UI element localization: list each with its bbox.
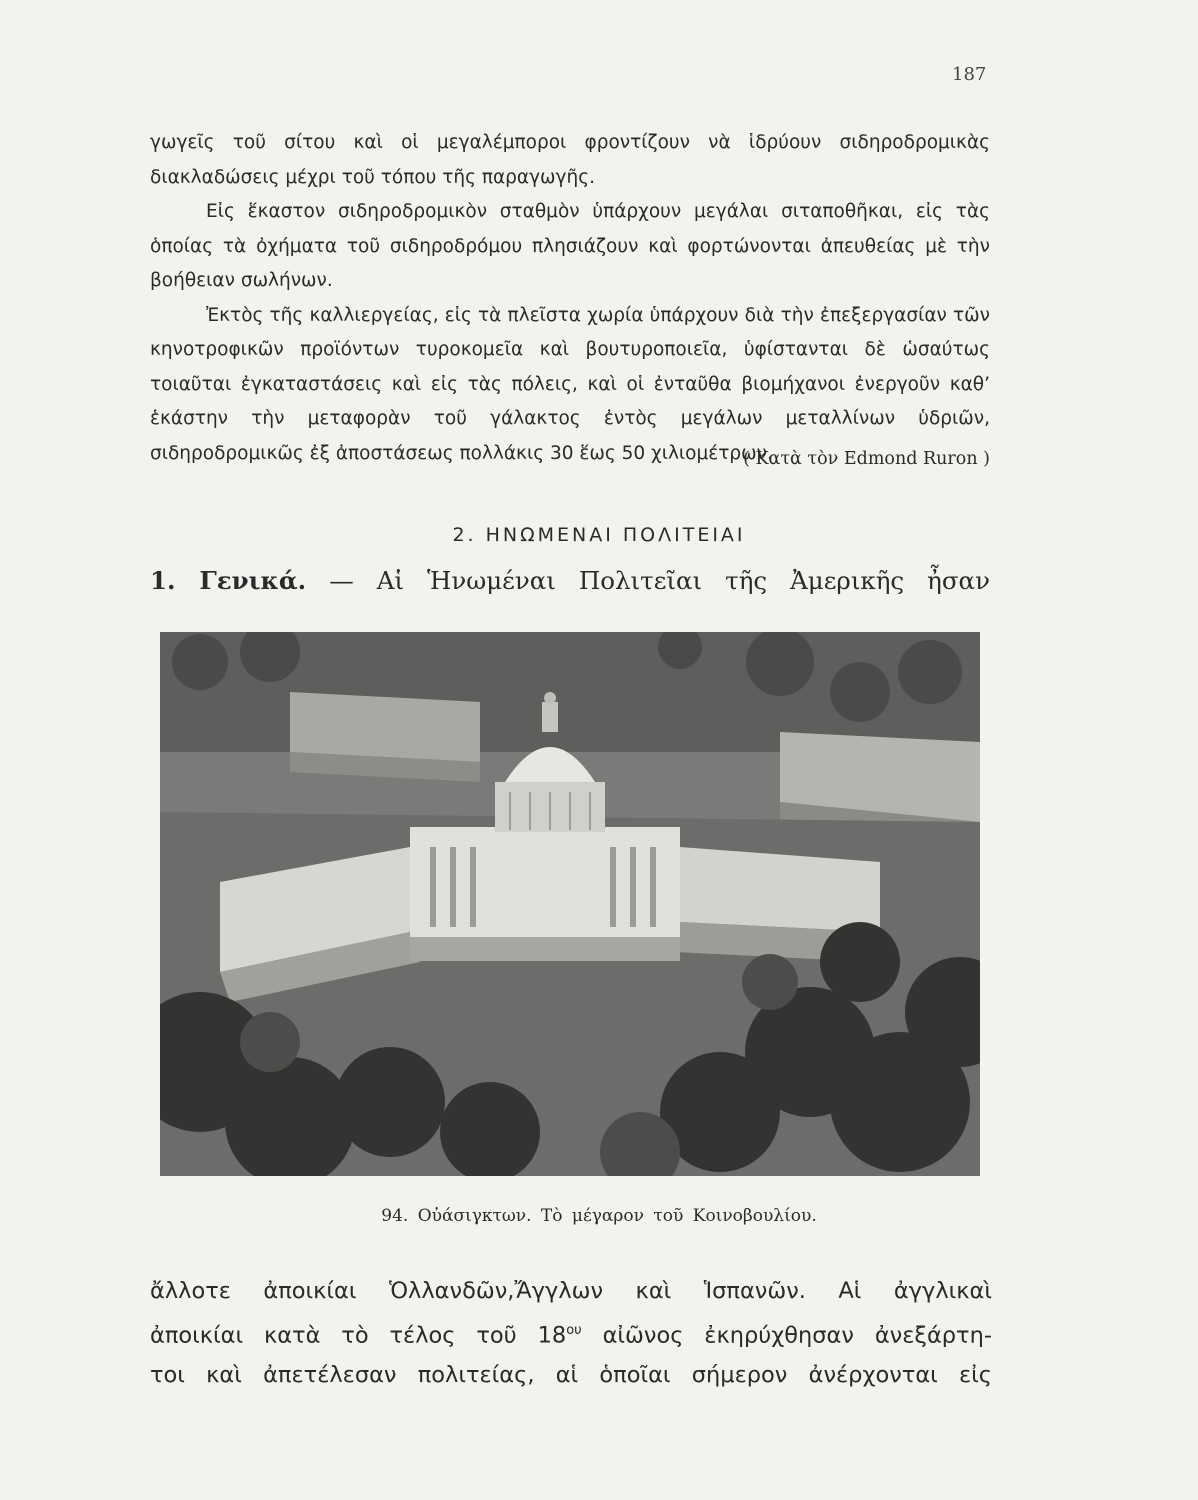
figure-caption: 94. Οὐάσιγκτων. Τὸ μέγαρον τοῦ Κοινοβουλίου.: [381, 1206, 817, 1226]
body-text: [150, 126, 990, 471]
capitol-illustration: [160, 632, 980, 1176]
paragraph: Εἰς ἕκαστον σιδηροδρομικὸν σταθμὸν ὑπάρχουν μεγάλαι σιταποθῆκαι, εἰς τὰς ὁποίας τὰ ὀχήματα τοῦ σιδηροδρόμου πλησιάζουν καὶ φορτώνονται ἀπευθείας μὲ τὴν βοήθειαν σωλήνων.: [150, 201, 990, 291]
paragraph: γωγεῖς τοῦ σίτου καὶ οἱ μεγαλέμποροι φροντίζουν νὰ ἱδρύουν σιδηροδρομικὰς διακλαδώσεις μέχρι τοῦ τόπου τῆς παραγωγῆς.: [150, 132, 990, 188]
ordinal-suffix: ου: [566, 1323, 582, 1338]
subheading-label: 1. Γενικά.: [150, 566, 307, 595]
attribution: ( Κατὰ τὸν Edmond Ruron ): [743, 449, 990, 469]
text-line: ἄλλοτε ἀποικίαι Ὁλλανδῶν,Ἄγγλων καὶ Ἱσπανῶν. Αἱ ἀγγλικαὶ: [150, 1278, 992, 1304]
text-line: [150, 1311, 992, 1356]
page-number: 187: [952, 64, 987, 85]
text-fragment: αἰῶνος ἐκηρύχθησαν ἀνεξάρτη-: [581, 1322, 992, 1349]
body-text-continued: [150, 1272, 992, 1395]
text-fragment: ἀποικίαι κατὰ τὸ τέλος τοῦ 18: [150, 1322, 567, 1349]
subheading: [150, 566, 990, 595]
paragraph: Ἐκτὸς τῆς καλλιεργείας, εἰς τὰ πλεῖστα χωρία ὑπάρχουν διὰ τὴν ἐπεξεργασίαν τῶν κηνοτροφικῶν προϊόντων τυροκομεῖα καὶ βουτυροποιεῖα, ὑφίστανται δὲ ὡσαύτως τοιαῦται ἐγκαταστάσεις καὶ εἰς τὰς πόλεις, καὶ οἱ ἐνταῦθα βιομήχανοι ἐνεργοῦν καθ’ ἑκάστην τὴν μεταφορὰν τοῦ γάλακτος ἐντὸς μεγάλων μεταλλίνων ὑδριῶν, σιδηροδρομικῶς ἐξ ἀποστάσεως πολλάκις 30 ἕως 50 χιλιομέτρων.: [150, 304, 990, 464]
subheading-text: — Αἱ Ἡνωμέναι Πολιτεῖαι τῆς Ἀμερικῆς ἦσαν: [306, 566, 990, 595]
section-heading: 2. ΗΝΩΜΕΝΑΙ ΠΟΛΙΤΕΙΑΙ: [452, 524, 746, 546]
capitol-photo: [160, 632, 980, 1176]
text-line: τοι καὶ ἀπετέλεσαν πολιτείας, αἱ ὁποῖαι σήμερον ἀνέρχονται εἰς: [150, 1361, 992, 1388]
